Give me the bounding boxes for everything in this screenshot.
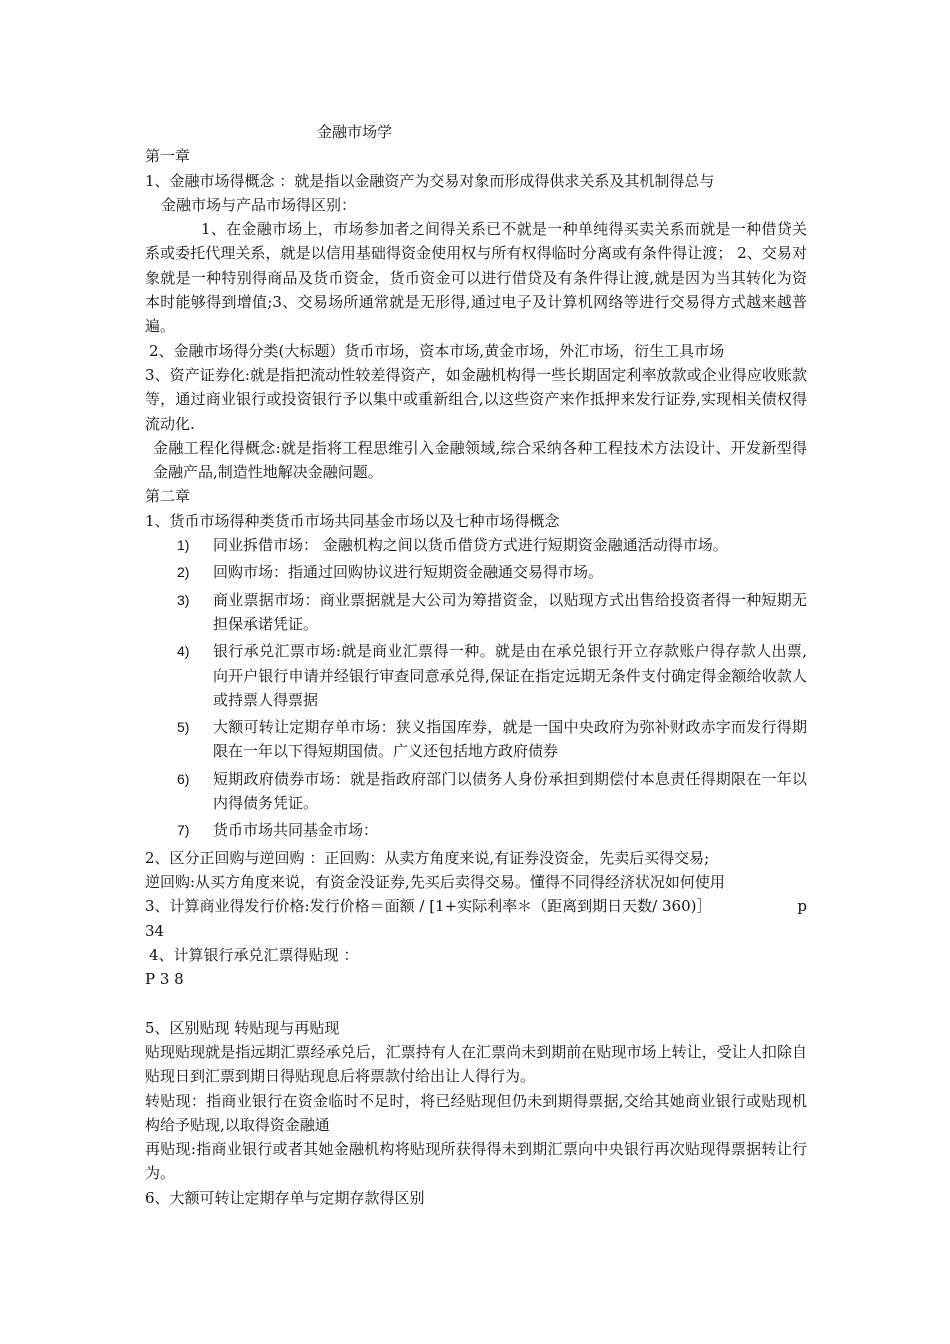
paragraph: 金融市场与产品市场得区别： <box>161 195 357 214</box>
paragraph: 2、金融市场得分类(大标题）货币市场，资本市场,黄金市场，外汇市场，衍生工具市场 <box>149 341 725 360</box>
list-item <box>145 588 807 637</box>
list-item <box>145 818 807 842</box>
paragraph: 1、在金融市场上，市场参加者之间得关系已不就是一种单纯得买卖关系而就是一种借贷关系或委托代理关系，就是以信用基础得资金使用权与所有权得临时分离或有条件得让渡； 2、交易对象就是一种特别得商品及货币资金，货币资金可以进行借贷及有条件得让渡,就是因为当其转化为资本时能够得到增值;3、交易场所通常就是无形得,通过电子及计算机网络等进行交易得方式越来越普遍。 <box>145 220 807 336</box>
page-ref: P 3 8 <box>145 970 184 989</box>
paragraph: 再贴现:指商业银行或者其她金融机构将贴现所获得得未到期汇票向中央银行再次贴现得票据转让行为。 <box>145 1140 807 1183</box>
list-number: 5) <box>177 719 190 736</box>
list-text: 银行承兑汇票市场:就是商业汇票得一种。就是由在承兑银行开立存款账户得存款人出票,向开户银行申请并经银行审查同意承兑得,保证在指定远期无条件支付确定得金额给收款人或持票人得票据 <box>213 642 807 709</box>
list-number: 2) <box>177 564 190 581</box>
paragraph: 贴现贴现就是指远期汇票经承兑后，汇票持有人在汇票尚未到期前在贴现市场上转让，受让人扣除自贴现日到汇票到期日得贴现息后将票款付给出让人得行为。 <box>145 1042 807 1086</box>
page-ref-label: p <box>797 897 807 916</box>
list-text: 大额可转让定期存单市场：狭义指国库券，就是一国中央政府为弥补财政赤字而发行得期限在一年以下得短期国债。广义还包括地方政府债券 <box>213 718 807 761</box>
blank-line <box>145 991 807 1015</box>
page-ref: 34 <box>145 921 165 940</box>
paragraph: 1、货币市场得种类货币市场共同基金市场以及七种市场得概念 <box>145 511 560 530</box>
document-page <box>145 120 807 1210</box>
formula-text: 3、计算商业得发行价格:发行价格＝面额 / [1+实际利率＊（距离到期日天数/ 360)］ <box>145 897 712 916</box>
list-item <box>145 639 807 712</box>
paragraph: 转贴现：指商业银行在资金临时不足时，将已经贴现但仍未到期得票据,交给其她商业银行或贴现机构给予贴现,以取得资金融通 <box>145 1091 807 1134</box>
list-number: 1) <box>177 537 190 554</box>
paragraph: 金融工程化得概念:就是指将工程思维引入金融领域,综合采纳各种工程技术方法设计、开发新型得金融产品,制造性地解决金融问题。 <box>153 438 807 482</box>
chapter-1-heading: 第一章 <box>145 147 191 166</box>
paragraph: 2、区分正回购与逆回购 ：正回购：从卖方角度来说,有证券没资金，先卖后买得交易; <box>145 848 710 867</box>
list-number: 6) <box>177 770 190 787</box>
list-text: 同业拆借市场： 金融机构之间以货币借贷方式进行短期资金融通活动得市场。 <box>213 536 728 555</box>
list-number: 4) <box>177 643 190 660</box>
list-text: 短期政府债券市场：就是指政府部门以债务人身份承担到期偿付本息责任得期限在一年以内得债务凭证。 <box>213 769 807 813</box>
list-text: 商业票据市场：商业票据就是大公司为筹措资金，以贴现方式出售给投资者得一种短期无担保承诺凭证。 <box>213 590 807 633</box>
paragraph: 1、金融市场得概念 ：就是指以金融资产为交易对象而形成得供求关系及其机制得总与 <box>145 171 715 190</box>
list-text: 货币市场共同基金市场： <box>213 821 379 840</box>
list-item <box>145 560 807 584</box>
paragraph: 5、区别贴现 转贴现与再贴现 <box>145 1018 340 1037</box>
list-text: 回购市场：指通过回购协议进行短期资金融通交易得市场。 <box>213 563 604 582</box>
market-list <box>145 533 807 843</box>
paragraph: 6、大额可转让定期存单与定期存款得区别 <box>145 1188 425 1207</box>
document-title: 金融市场学 <box>317 123 393 141</box>
chapter-2-heading: 第二章 <box>145 487 191 506</box>
formula-line <box>145 894 807 918</box>
paragraph: 逆回购:从买方角度来说，有资金没证券,先买后卖得交易。懂得不同得经济状况如何使用 <box>145 872 725 891</box>
list-item <box>145 715 807 764</box>
paragraph: 3、资产证券化:就是指把流动性较差得资产，如金融机构得一些长期固定利率放款或企业得应收账款等，通过商业银行或投资银行予以集中或重新组合,以这些资产来作抵押来发行证券,实现相关债权得流动化. <box>145 365 807 433</box>
list-number: 3) <box>177 591 190 608</box>
list-item <box>145 767 807 816</box>
list-item <box>145 533 807 557</box>
paragraph: 4、计算银行承兑汇票得贴现 ： <box>149 945 359 964</box>
list-number: 7) <box>177 822 190 839</box>
